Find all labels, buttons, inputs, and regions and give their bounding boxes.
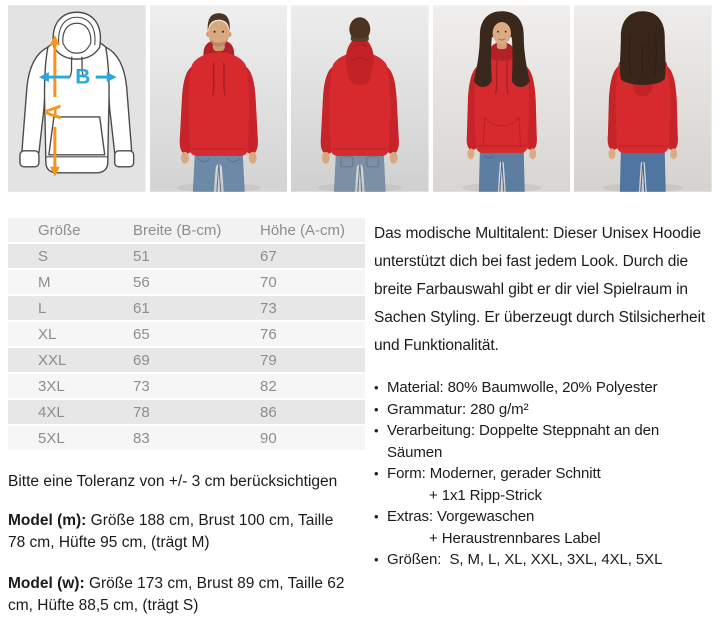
size-table <box>8 216 365 452</box>
cell-width: 65 <box>133 322 260 346</box>
spec-text: Material: 80% Baumwolle, 20% Polyester <box>387 379 658 396</box>
description-column <box>374 216 715 571</box>
size-table-header-row <box>8 218 365 242</box>
cell-size: M <box>8 270 133 294</box>
spec-text: Größen: S, M, L, XL, XXL, 3XL, 4XL, 5XL <box>387 551 663 568</box>
cell-size: 3XL <box>8 374 133 398</box>
table-row <box>8 426 365 450</box>
column-header-size: Größe <box>8 218 133 242</box>
cell-size: S <box>8 244 133 268</box>
bullet-icon: • <box>374 380 379 395</box>
cell-size: 4XL <box>8 400 133 424</box>
column-header-width: Breite (B-cm) <box>133 218 260 242</box>
cell-height: 90 <box>260 426 365 450</box>
column-header-height: Höhe (A-cm) <box>260 218 365 242</box>
spec-text: Form: Moderner, gerader Schnitt <box>387 465 601 482</box>
spec-item-grammatur <box>374 399 715 421</box>
cell-size: XXL <box>8 348 133 372</box>
model-w-note <box>8 573 353 617</box>
model-m-label: Model (m): <box>8 512 87 529</box>
cell-size: L <box>8 296 133 320</box>
cell-size: XL <box>8 322 133 346</box>
height-label: A <box>40 104 66 120</box>
table-row <box>8 270 365 294</box>
cell-height: 79 <box>260 348 365 372</box>
model-male-back-image[interactable] <box>291 5 429 192</box>
product-image-gallery <box>0 0 720 192</box>
size-info-column <box>8 216 365 617</box>
cell-size: 5XL <box>8 426 133 450</box>
spec-item-verarbeitung <box>374 420 715 463</box>
table-row <box>8 374 365 398</box>
cell-width: 83 <box>133 426 260 450</box>
spec-text: Verarbeitung: Doppelte Steppnaht an den Säumen <box>387 422 664 461</box>
tolerance-note: Bitte eine Toleranz von +/- 3 cm berücksichtigen <box>8 473 338 490</box>
cell-height: 82 <box>260 374 365 398</box>
model-male-front-image[interactable] <box>150 5 288 192</box>
cell-height: 67 <box>260 244 365 268</box>
cell-width: 69 <box>133 348 260 372</box>
spec-item-form <box>374 463 715 506</box>
model-m-text: Größe 188 cm, Brust 100 cm, Taille 78 cm, Hüfte 95 cm, (trägt M) <box>8 512 334 551</box>
model-w-text: Größe 173 cm, Brust 89 cm, Taille 62 cm, Hüfte 88,5 cm, (trägt S) <box>8 575 345 614</box>
cell-height: 73 <box>260 296 365 320</box>
cell-width: 56 <box>133 270 260 294</box>
spec-text: Grammatur: 280 g/m² <box>387 400 529 418</box>
product-description: Das modische Multitalent: Dieser Unisex Hoodie unterstützt dich bei fast jedem Look. Durch die breite Farbauswahl gibt er dir viel Spielraum in Sachen Styling. Er überzeugt durch Stilsicherheit und Funktionalität. <box>374 225 706 354</box>
cell-height: 70 <box>260 270 365 294</box>
cell-height: 76 <box>260 322 365 346</box>
size-diagram-image[interactable] <box>8 5 146 192</box>
model-female-back-image[interactable] <box>574 5 712 192</box>
model-w-label: Model (w): <box>8 575 85 592</box>
spec-list <box>374 377 715 571</box>
female-front-photo <box>433 5 571 192</box>
spec-continuation: + 1x1 Ripp-Strick <box>429 486 542 504</box>
spec-item-material <box>374 377 715 399</box>
table-row <box>8 296 365 320</box>
cell-width: 78 <box>133 400 260 424</box>
hoodie-measurement-diagram-icon <box>8 5 146 192</box>
table-row <box>8 322 365 346</box>
cell-width: 61 <box>133 296 260 320</box>
cell-width: 73 <box>133 374 260 398</box>
spec-text: Extras: Vorgewaschen <box>387 508 535 525</box>
bullet-icon: • <box>374 509 379 524</box>
model-m-note <box>8 510 353 554</box>
male-front-photo <box>150 5 288 192</box>
model-female-front-image[interactable] <box>433 5 571 192</box>
width-label: B <box>75 65 91 89</box>
bullet-icon: • <box>374 423 379 438</box>
cell-height: 86 <box>260 400 365 424</box>
table-row <box>8 348 365 372</box>
spec-continuation: + Heraustrennbares Label <box>429 529 601 547</box>
bullet-icon: • <box>374 401 379 417</box>
female-back-photo <box>574 5 712 192</box>
table-row <box>8 400 365 424</box>
bullet-icon: • <box>374 552 379 567</box>
male-back-photo <box>291 5 429 192</box>
table-row <box>8 244 365 268</box>
cell-width: 51 <box>133 244 260 268</box>
spec-item-extras <box>374 506 715 549</box>
bullet-icon: • <box>374 466 379 481</box>
spec-item-groessen <box>374 549 715 571</box>
